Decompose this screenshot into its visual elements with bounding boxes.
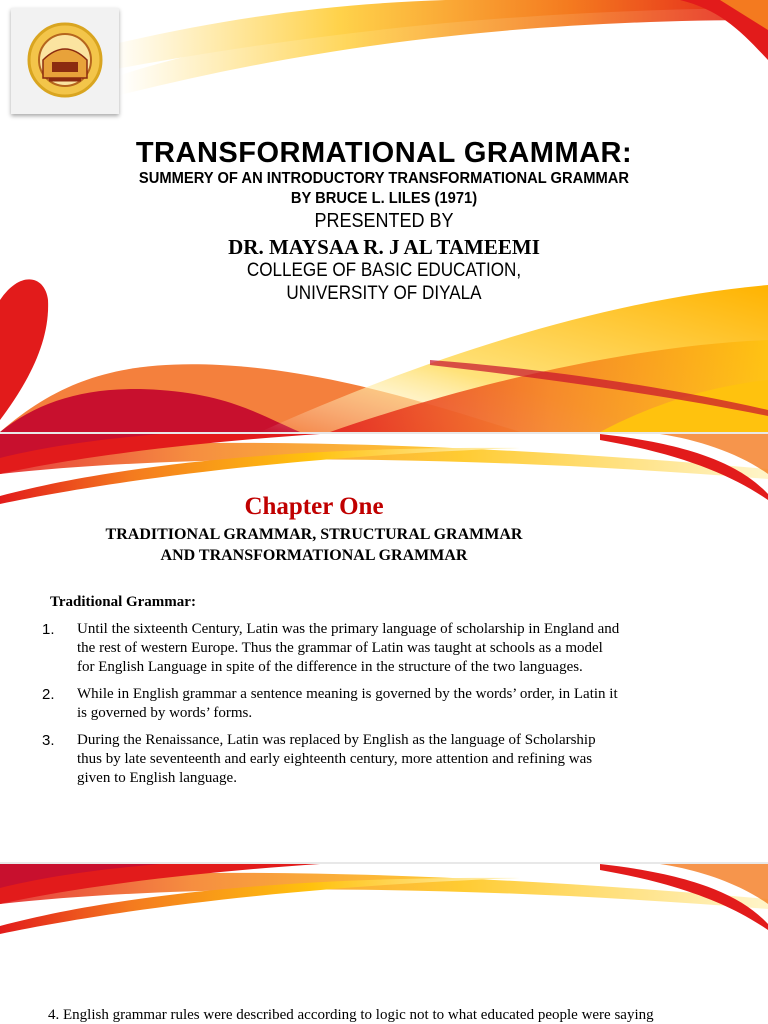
presentation-subtitle-line1: SUMMERY OF AN INTRODUCTORY TRANSFORMATIONAL GRAMMAR xyxy=(138,170,630,187)
college-name: COLLEGE OF BASIC EDUCATION, xyxy=(246,260,522,281)
list-item-line: While in English grammar a sentence meaning is governed by the words’ order, in Latin it xyxy=(77,686,618,702)
title-slide xyxy=(0,0,768,432)
chapter-subtitle-line1: TRADITIONAL GRAMMAR, STRUCTURAL GRAMMAR xyxy=(105,526,523,543)
list-item-line: the rest of western Europe. Thus the grammar of Latin was taught at schools as a model xyxy=(77,640,603,656)
presenter-name: DR. MAYSAA R. J AL TAMEEMI xyxy=(228,235,540,259)
list-item-line: thus by late seventeenth and early eighteenth century, more attention and refining was xyxy=(77,751,593,767)
continuation-text: 4. English grammar rules were described according to logic not to what educated people were saying xyxy=(48,1007,654,1023)
continuation-slide xyxy=(0,864,768,1024)
list-item-line: given to English language. xyxy=(77,770,237,786)
list-item xyxy=(42,731,732,788)
chapter-subtitle-line2: AND TRANSFORMATIONAL GRAMMAR xyxy=(160,547,468,564)
list-item-line: Until the sixteenth Century, Latin was the primary language of scholarship in England and xyxy=(77,621,620,637)
college-logo xyxy=(11,8,119,114)
list-item xyxy=(42,620,732,677)
list-item-number: 3. xyxy=(42,732,55,749)
presentation-subtitle-line2: BY BRUCE L. LILES (1971) xyxy=(290,190,478,207)
swoosh-background-header xyxy=(0,864,768,1024)
chapter-one-slide xyxy=(0,434,768,862)
list-item-line: During the Renaissance, Latin was replaced by English as the language of Scholarship xyxy=(77,732,596,748)
list-item xyxy=(42,685,732,723)
list-item-line: for English Language in spite of the difference in the structure of the two languages. xyxy=(77,659,583,675)
section-heading: Traditional Grammar: xyxy=(50,594,196,610)
list-item-line: is governed by words’ forms. xyxy=(77,705,253,721)
numbered-list xyxy=(42,620,732,796)
chapter-title: Chapter One xyxy=(244,493,384,520)
presentation-title: TRANSFORMATIONAL GRAMMAR: xyxy=(135,137,633,169)
presented-by-label: PRESENTED BY xyxy=(314,210,454,232)
university-name: UNIVERSITY OF DIYALA xyxy=(286,283,482,304)
list-item-number: 1. xyxy=(42,621,55,638)
list-item-number: 2. xyxy=(42,686,55,703)
college-seal-icon xyxy=(25,20,105,100)
